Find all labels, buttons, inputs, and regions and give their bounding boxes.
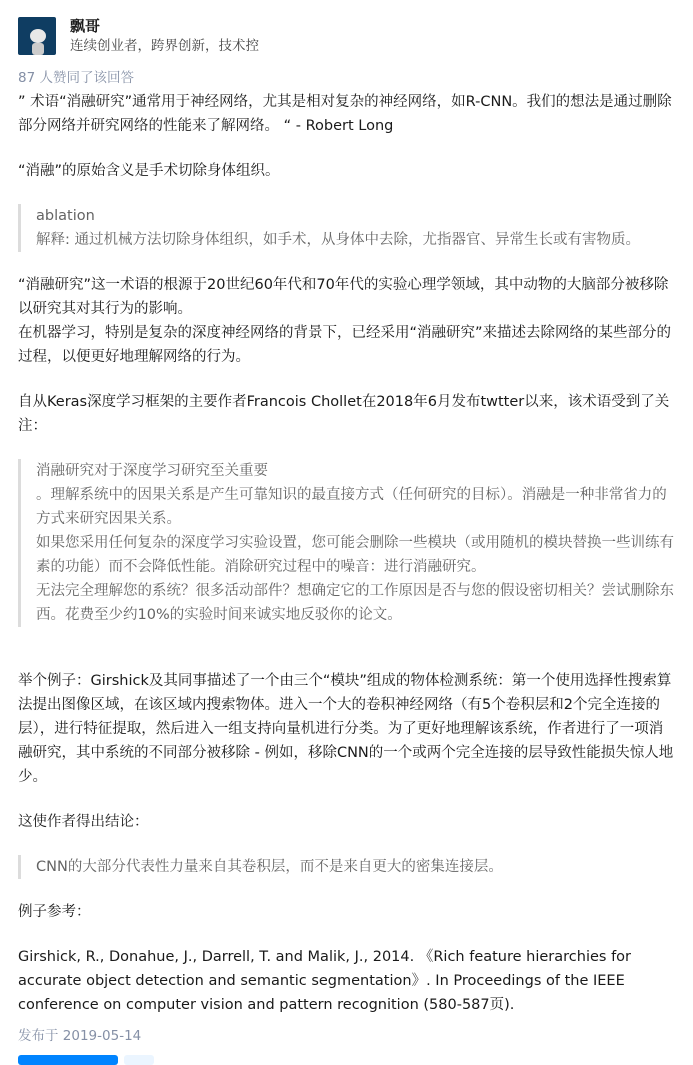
robot-body xyxy=(32,43,44,55)
answer-content xyxy=(18,90,675,1017)
paragraph: 自从Keras深度学习框架的主要作者Francois Chollet在2018年6月发布twtter以来，该术语受到了关注： xyxy=(18,394,670,434)
paragraph: “消融研究”这一术语的根源于20世纪60年代和70年代的实验心理学领域，其中动物的大脑部分被移除以研究其对其行为的影响。 xyxy=(18,277,669,317)
blockquote xyxy=(18,459,675,627)
paragraph: 在机器学习，特别是复杂的深度神经网络的背景下，已经采用“消融研究”来描述去除网络的某些部分的过程，以便更好地理解网络的行为。 xyxy=(18,325,672,365)
paragraph: 这使作者得出结论： xyxy=(18,814,149,830)
quote-line: CNN的大部分代表性力量来自其卷积层，而不是来自更大的密集连接层。 xyxy=(36,859,503,875)
avatar[interactable] xyxy=(18,17,56,55)
reference: Girshick, R., Donahue, J., Darrell, T. and Malik, J., 2014. 《Rich feature hierarchies for accurate object detection and semantic segmentation》. In Proceedings of the IEEE conference on computer vision and pattern recognition (580-587页). xyxy=(18,949,632,1013)
paragraph: “消融”的原始含义是手术切除身体组织。 xyxy=(18,163,280,179)
author-name[interactable]: 飘哥 xyxy=(70,17,101,35)
robot-head xyxy=(30,29,46,43)
quote-line: 消融研究对于深度学习研究至关重要 xyxy=(36,463,268,479)
quote-line: 无法完全理解您的系统？很多活动部件？想确定它的工作原因是否与您的假设密切相关？尝试删除东西。花费至少约10%的实验时间来诚实地反驳你的论文。 xyxy=(36,583,674,623)
paragraph: 例子参考： xyxy=(18,904,91,920)
quote-line: 。理解系统中的因果关系是产生可靠知识的最直接方式（任何研究的目标）。消融是一种非常省力的方式来研究因果关系。 xyxy=(36,487,667,527)
quote-line: ablation xyxy=(36,208,95,224)
blockquote xyxy=(18,855,675,879)
author-headline: 连续创业者，跨界创新，技术控 xyxy=(70,38,259,54)
publish-date[interactable]: 发布于 2019-05-14 xyxy=(18,1028,142,1044)
blockquote xyxy=(18,204,675,252)
vote-count: 87 人赞同了该回答 xyxy=(18,70,134,86)
quote-line: 解释: 通过机械方法切除身体组织，如手术，从身体中去除，尤指器官、异常生长或有害物质。 xyxy=(36,232,640,248)
author-info xyxy=(18,0,675,55)
quote-line: 如果您采用任何复杂的深度学习实验设置，您可能会删除一些模块（或用随机的模块替换一些训练有素的功能）而不会降低性能。消除研究过程中的噪音：进行消融研究。 xyxy=(36,535,674,575)
paragraph: 举个例子：Girshick及其同事描述了一个由三个“模块”组成的物体检测系统：第一个使用选择性搜索算法提出图像区域，在该区域内搜索物体。进入一个大的卷积神经网络（有5个卷积层和2个完全连接的层），进行特征提取，然后进入一组支持向量机进行分类。为了更好地理解该系统，作者进行了一项消融研究，其中系统的不同部分被移除 - 例如，移除CNN的一个或两个完全连接的层导致性能损失惊人地少。 xyxy=(18,673,674,785)
paragraph: ” 术语“消融研究”通常用于神经网络，尤其是相对复杂的神经网络，如R-CNN。我们的想法是通过删除部分网络并研究网络的性能来了解网络。 “ - Robert Long xyxy=(18,94,672,134)
